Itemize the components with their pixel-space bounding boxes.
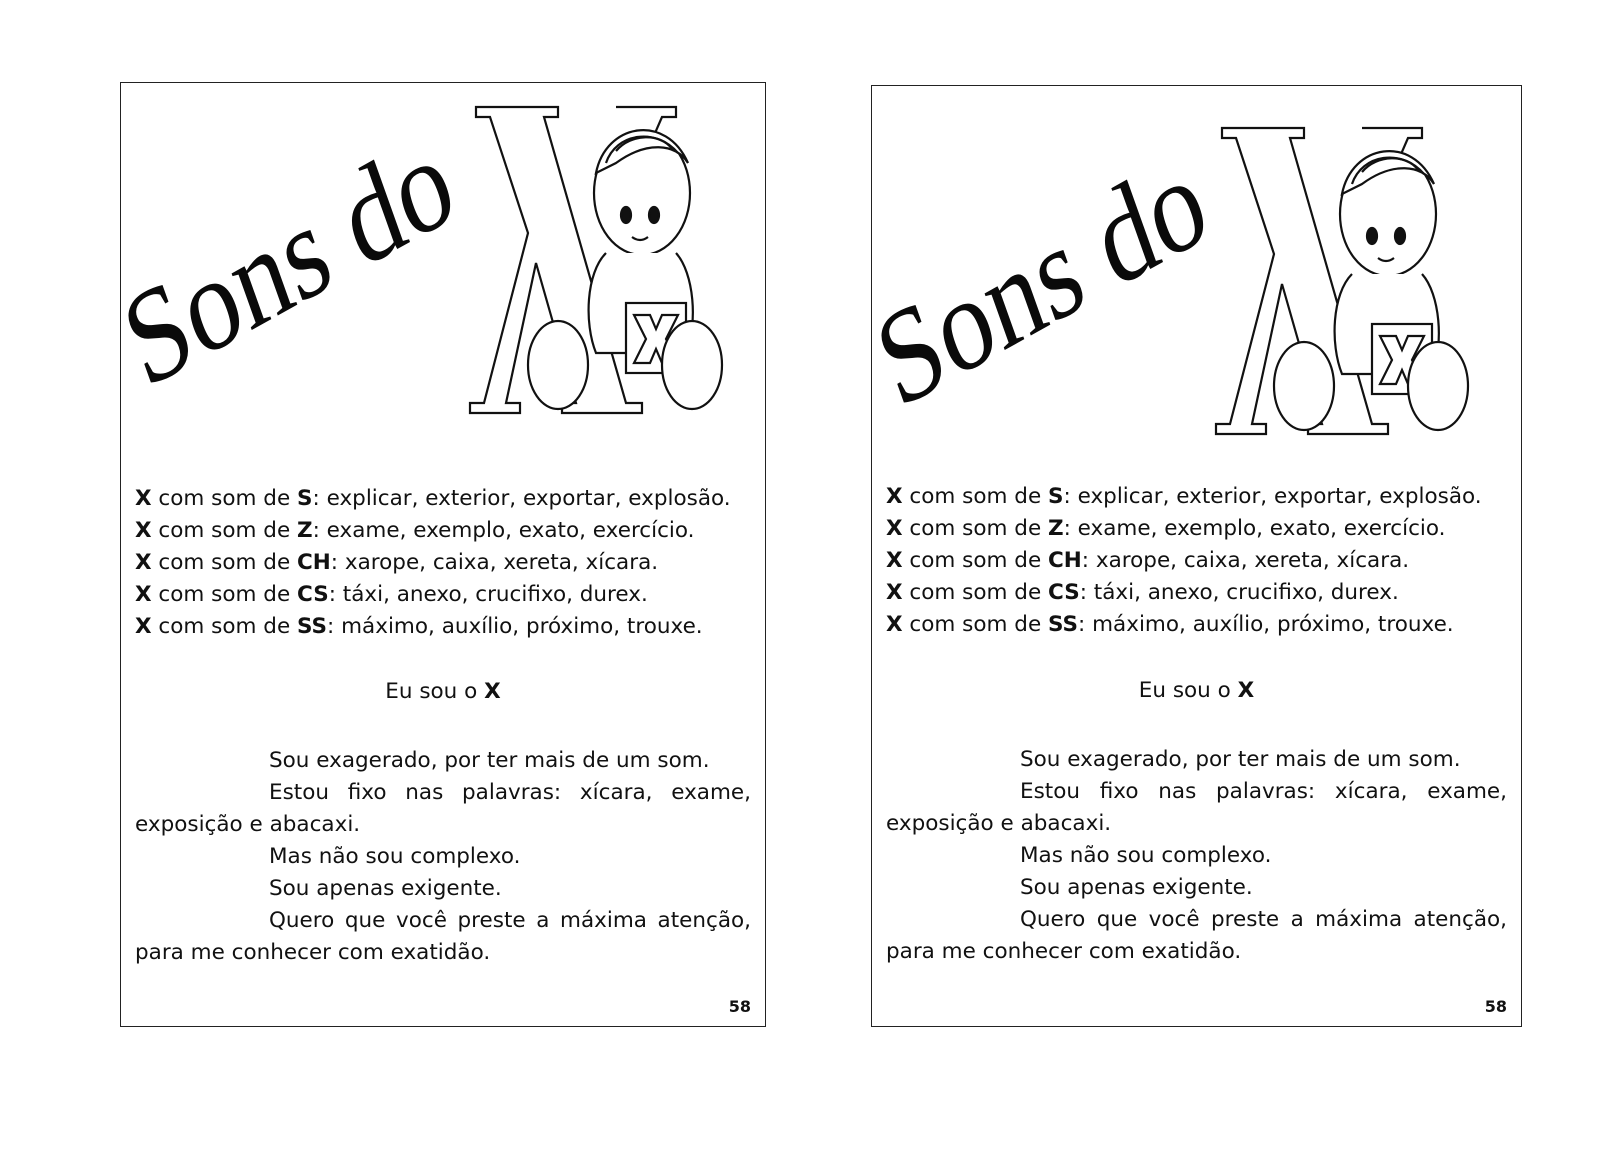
poem-line: Sou exagerado, por ter mais de um som. [269,748,710,773]
poem-line: Estou fixo nas palavras: xícara, exame, exposição e abacaxi. [886,779,1507,836]
poem-title: Eu sou o X [1138,678,1255,703]
poem-body [886,744,1507,968]
poem-line: Mas não sou complexo. [1020,843,1272,868]
rule-row: X com som de Z: exame, exemplo, exato, exercício. [135,518,695,543]
page-number: 58 [728,997,751,1016]
poem-body [135,745,751,969]
poem-title: Eu sou o X [385,679,501,704]
rule-row: X com som de CH: xarope, caixa, xereta, xícara. [135,550,659,575]
sound-rules-list [886,481,1482,641]
letter-x-boy-illustration-icon [1212,124,1472,454]
card-title: Sons do [859,125,1224,437]
worksheet-card-left [106,82,766,1027]
art-letter: X [466,103,467,104]
poem-line: Estou fixo nas palavras: xícara, exame, exposição e abacaxi. [135,780,751,837]
rule-row: X com som de Z: exame, exemplo, exato, exercício. [886,516,1446,541]
poem-line: Mas não sou complexo. [269,844,521,869]
poem-line: Quero que você preste a máxima atenção, para me conhecer com exatidão. [886,907,1507,964]
rule-row: X com som de CS: táxi, anexo, crucifixo, durex. [135,582,648,607]
sound-rules-list [135,483,731,643]
rule-row: X com som de CH: xarope, caixa, xereta, xícara. [886,548,1410,573]
page-number: 58 [1484,997,1507,1016]
rule-row: X com som de S: explicar, exterior, exportar, explosão. [135,486,731,511]
poem-line: Quero que você preste a máxima atenção, para me conhecer com exatidão. [135,908,751,965]
letter-x-boy-illustration-icon [466,103,726,433]
art-letter: X [1212,124,1213,125]
card-title: Sons do [106,105,471,417]
rule-row: X com som de SS: máximo, auxílio, próximo, trouxe. [886,612,1454,637]
poem-line: Sou apenas exigente. [269,876,502,901]
worksheet-card-right [859,85,1522,1027]
rule-row: X com som de S: explicar, exterior, exportar, explosão. [886,484,1482,509]
rule-row: X com som de CS: táxi, anexo, crucifixo, durex. [886,580,1399,605]
poem-line: Sou exagerado, por ter mais de um som. [1020,747,1461,772]
poem-line: Sou apenas exigente. [1020,875,1253,900]
rule-row: X com som de SS: máximo, auxílio, próximo, trouxe. [135,614,703,639]
